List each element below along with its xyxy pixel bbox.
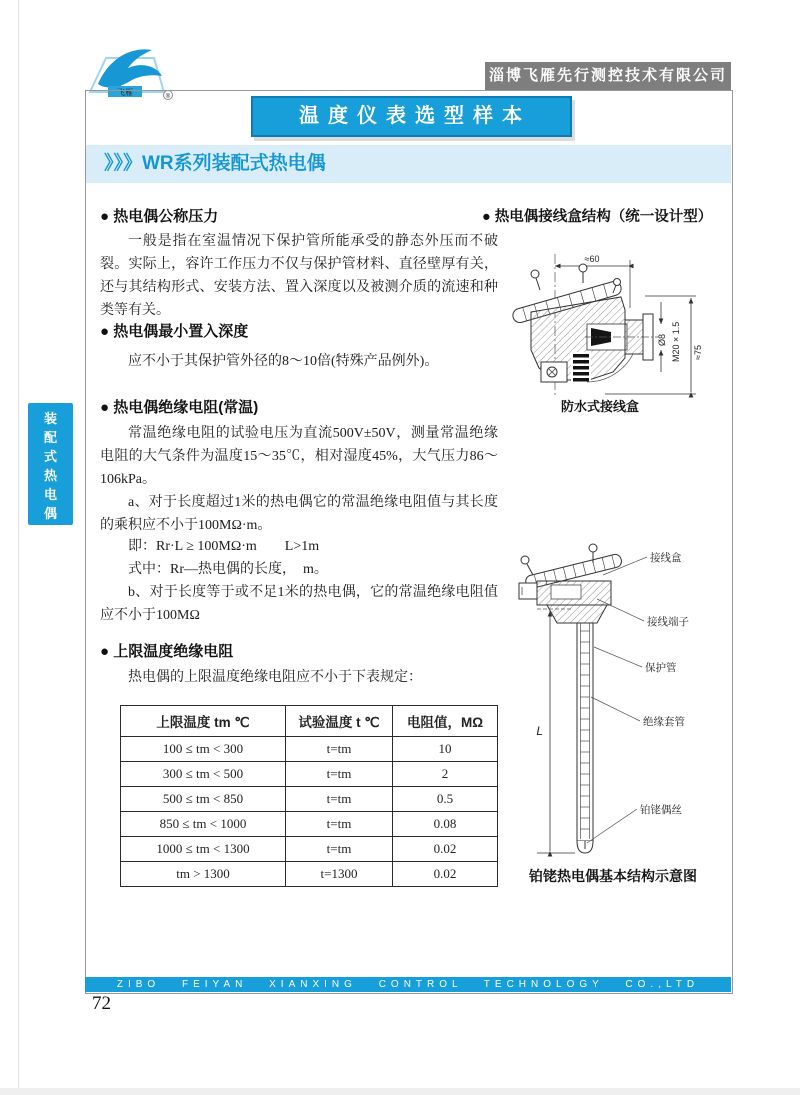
cell-resistance: 0.5 [393, 787, 498, 812]
col-header-test-temp: 试验温度 t ℃ [286, 706, 393, 737]
cell-temp-range: 500 ≤ tm < 850 [121, 787, 286, 812]
cell-test-temp: t=tm [286, 737, 393, 762]
cell-temp-range: tm > 1300 [121, 862, 286, 887]
cell-temp-range: 300 ≤ tm < 500 [121, 762, 286, 787]
table-row [121, 787, 498, 812]
cell-resistance: 10 [393, 737, 498, 762]
label-protection-tube: 保护管 [645, 662, 677, 674]
para-upper-limit: 热电偶的上限温度绝缘电阻应不小于下表规定： [128, 670, 422, 685]
sidebar-tab-assembled-thermocouple [28, 403, 73, 525]
cell-resistance: 2 [393, 762, 498, 787]
para-nominal-pressure: 一般是指在室温情况下保护管所能承受的静态外压而不破裂。实际上，容许工作压力不仅与保护管材料、直径壁厚有关，还与其结构形式、安装方法、置入深度以及被测介质的流速和种类等有关。 [100, 234, 498, 318]
cell-temp-range: 100 ≤ tm < 300 [121, 737, 286, 762]
para-insulation-1: 常温绝缘电阻的试验电压为直流500V±50V，测量常温绝缘电阻的大气条件为温度15～35℃，相对湿度45%，大气压力86～106kPa。 [100, 426, 498, 487]
col-header-upper-limit-temp: 上限温度 tm ℃ [121, 706, 286, 737]
cell-test-temp: t=tm [286, 812, 393, 837]
heading-insulation-resistance: ● 热电偶绝缘电阻(常温) [100, 399, 259, 416]
table-row [121, 812, 498, 837]
cell-test-temp: t=tm [286, 762, 393, 787]
para-insulation-formula: 即：Rr·L ≥ 100MΩ·m L>1m [128, 539, 320, 554]
sidebar-tab-label: 装配式热电偶 [43, 411, 57, 521]
junction-box-diagram [495, 250, 705, 405]
cell-resistance: 0.08 [393, 812, 498, 837]
label-terminal: 接线端子 [647, 616, 689, 628]
cell-resistance: 0.02 [393, 837, 498, 862]
cell-temp-range: 1000 ≤ tm < 1300 [121, 837, 286, 862]
footer-company-bar: ZIBO FEIYAN XIANXING CONTROL TECHNOLOGY CO.,LTD [85, 977, 731, 992]
heading-junction-box-structure: ● 热电偶接线盒结构（统一设计型） [482, 209, 713, 225]
heading-nominal-pressure: ● 热电偶公称压力 [100, 208, 219, 225]
page-number: 72 [92, 993, 111, 1014]
series-title-strip [86, 145, 731, 183]
table-row [121, 862, 498, 887]
dim-length-label: L [536, 724, 543, 738]
table-row [121, 762, 498, 787]
table-header-row [121, 706, 498, 737]
insulation-resistance-table [120, 705, 498, 887]
heading-upper-limit-resistance: ● 上限温度绝缘电阻 [100, 643, 234, 660]
dim-bore-label: Ø8 [657, 333, 667, 346]
para-min-depth: 应不小于其保护管外径的8～10倍(特殊产品例外)。 [128, 354, 439, 369]
table-row [121, 737, 498, 762]
cell-test-temp: t=tm [286, 787, 393, 812]
para-insulation-a: a、对于长度超过1米的热电偶它的常温绝缘电阻值与其长度的乘积应不小于100MΩ·m。 [100, 495, 498, 533]
para-insulation-b: b、对于长度等于或不足1米的热电偶，它的常温绝缘电阻值应不小于100MΩ [100, 585, 498, 623]
company-name-bar: 淄博飞雁先行测控技术有限公司 [485, 62, 731, 90]
para-insulation-where: 式中：Rr—热电偶的长度， m。 [128, 562, 328, 577]
label-junction-box: 接线盒 [650, 552, 682, 564]
page-title-banner: 温 度 仪 表 选 型 样 本 [251, 96, 572, 137]
scan-edge [18, 0, 19, 1095]
dim-width-label: ≈60 [584, 254, 600, 264]
junction-box-caption: 防水式接线盒 [560, 399, 639, 414]
cell-temp-range: 850 ≤ tm < 1000 [121, 812, 286, 837]
thermocouple-structure-diagram [495, 535, 735, 870]
logo-text: 飞雁 [117, 88, 133, 97]
thermocouple-structure-caption: 铂铑热电偶基本结构示意图 [529, 868, 697, 884]
series-title: 》》》WR系列装配式热电偶 [104, 153, 326, 174]
dim-height-label: ≈75 [693, 345, 703, 360]
thermocouple-drawing-icon [495, 535, 735, 865]
registered-mark: ® [165, 94, 171, 100]
cell-test-temp: t=tm [286, 837, 393, 862]
dim-thread-label: M20 × 1.5 [671, 321, 681, 362]
cell-test-temp: t=1300 [286, 862, 393, 887]
scan-edge [0, 1088, 800, 1095]
table-row [121, 837, 498, 862]
label-insulating-sleeve: 绝缘套管 [643, 716, 685, 728]
junction-box-drawing-icon [495, 250, 705, 400]
col-header-resistance: 电阻值，MΩ [393, 706, 498, 737]
heading-min-depth: ● 热电偶最小置入深度 [100, 323, 249, 340]
label-pt-rh-wire: 铂铑偶丝 [640, 804, 682, 816]
cell-resistance: 0.02 [393, 862, 498, 887]
